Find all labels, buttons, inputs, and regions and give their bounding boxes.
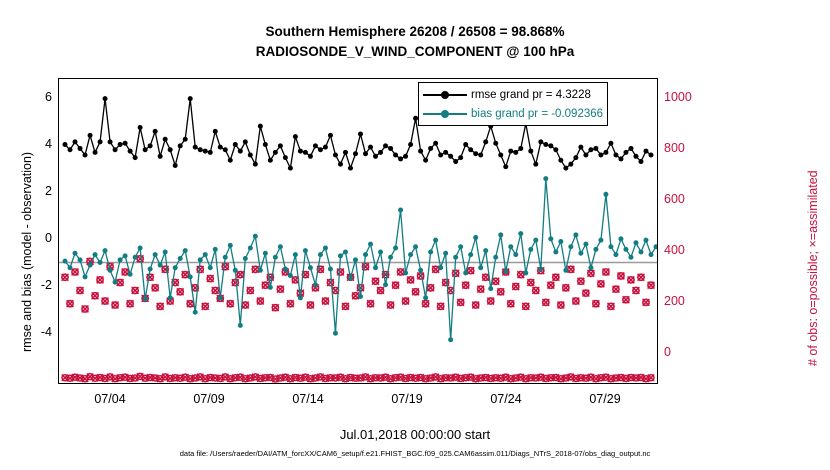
legend-item-bias (423, 104, 603, 123)
legend-swatch-rmse (423, 88, 467, 102)
chart-legend (418, 82, 608, 126)
legend-swatch-bias (423, 107, 467, 121)
x-tick-2: 07/14 (292, 392, 324, 406)
x-tick-0: 07/04 (94, 392, 126, 406)
y-tick-left-5: -4 (40, 325, 52, 339)
y-tick-left-2: 2 (45, 184, 52, 198)
legend-item-rmse (423, 85, 603, 104)
title-line-2: RADIOSONDE_V_WIND_COMPONENT @ 100 hPa (255, 44, 575, 59)
y-tick-left-1: 4 (45, 137, 52, 151)
y-tick-right-3: 400 (664, 243, 685, 257)
y-tick-right-5: 0 (664, 345, 671, 359)
x-tick-3: 07/19 (391, 392, 423, 406)
x-axis-label: Jul.01,2018 00:00:00 start (339, 427, 491, 442)
y-tick-right-0: 1000 (664, 90, 692, 104)
y-tick-right-1: 800 (664, 141, 685, 155)
y-axis-label-right: # of obs: o=possible; ×=assimilated (806, 170, 820, 366)
x-tick-4: 07/24 (490, 392, 522, 406)
x-tick-5: 07/29 (589, 392, 621, 406)
y-tick-left-3: 0 (45, 231, 52, 245)
y-tick-right-4: 200 (664, 294, 685, 308)
x-tick-1: 07/09 (193, 392, 225, 406)
y-axis-label-left: rmse and bias (model - observation) (20, 151, 34, 352)
title-line-1: Southern Hemisphere 26208 / 26508 = 98.868% (265, 24, 565, 39)
chart-title (0, 22, 830, 62)
y-tick-left-0: 6 (45, 90, 52, 104)
legend-label-rmse: rmse grand pr = 4.3228 (471, 88, 591, 101)
y-tick-right-2: 600 (664, 192, 685, 206)
y-tick-left-4: -2 (40, 278, 52, 292)
datafile-caption: data file: /Users/raeder/DAI/ATM_forcXX/CAM6_setup/f.e21.FHIST_BGC.f09_025.CAM6assim.011/Diags_NTrS_2018-07/obs_diag_output.nc (179, 449, 651, 458)
legend-label-bias: bias grand pr = -0.092366 (471, 107, 604, 120)
